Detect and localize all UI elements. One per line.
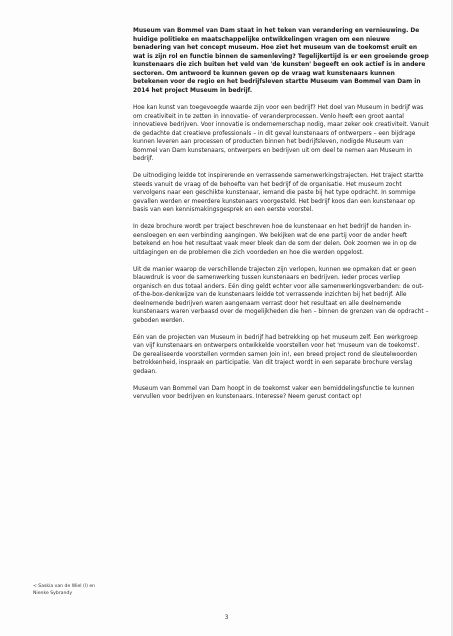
- caption-line-1: < Saskia van de Wiel (l) en: [33, 584, 96, 589]
- body-paragraph-5: Eén van de projecten van Museum in bedrijf had betrekking op het museum zelf. Een werkgroep van vijf kunstenaars en ontwerpers ontwikkelde voorstellen voor het 'museum van de toekomst'. De gerealiseerde voorstellen vormden samen Join in!, een breed project rond de sleutelwoorden betrokkenheid, inspraak en participatie. Van dit traject wordt in een separate brochure verslag gedaan.: [133, 334, 420, 375]
- body-paragraph-4: Uit de manier waarop de verschillende trajecten zijn verlopen, kunnen we opmaken dat er geen blauwdruk is voor de samenwerking tussen kunstenaars en bedrijven. Ieder proces verliep organisch en dus totaal anders. Eén ding geldt echter voor alle samenwerkingsverbanden: de out-of-the-box-denkwijze van de kunstenaars leidde tot verrassende inzichten bij het bedrijf. Alle deelnemende bedrijven waren aangenaam verrast door het resultaat en alle deelnemende kunstenaars waren verbaasd over de mogelijkheden die hen – binnen de grenzen van de opdracht – geboden werden.: [133, 266, 429, 324]
- caption-line-2: Nienke Sybrandy: [33, 591, 73, 597]
- article-body: [133, 27, 429, 410]
- body-paragraph-3: In deze brochure wordt per traject beschreven hoe de kunstenaar en het bedrijf de handen in-eensloegen en een verbinding aangingen. We bekijken wat de ene partij voor de ander heeft betekend en hoe het resultaat vaak meer bleek dan de som der delen. Ook zoomen we in op de uitdagingen en de problemen die zich voordeden en hoe die werden opgelost.: [133, 224, 417, 256]
- body-paragraph-1: Hoe kan kunst van toegevoegde waarde zijn voor een bedrijf? Het doel van Museum in bedrijf was om creativiteit in te zetten in innovatie- of veranderprocessen. Venlo heeft een groot aantal innovatieve bedrijven. Voor innovatie is ondernemerschap nodig, maar zeker ook creativiteit. Vanuit de gedachte dat creatieve professionals – in dit geval kunstenaars of ontwerpers – een bijdrage kunnen leveren aan processen of producten binnen het bedrijfsleven, nodigde Museum van Bommel van Dam kunstenaars, ontwerpers en bedrijven uit om deel te nemen aan Museum in bedrijf.: [133, 105, 429, 162]
- body-paragraph-2: De uitnodiging leidde tot inspirerende en verrassende samenwerkingstrajecten. Het traject startte steeds vanuit de vraag of de behoefte van het bedrijf of de organisatie. Het museum zocht vervolgens naar een geschikte kunstenaar, iemand die paste bij het type opdracht. In sommige gevallen werden er meerdere kunstenaars voorgesteld. Het bedrijf koos dan een kunstenaar op basis van een kennismakingsgesprek en een eerste voorstel.: [133, 173, 424, 213]
- photo-caption: [33, 583, 123, 598]
- body-paragraph-6: Museum van Bommel van Dam hoopt in de toekomst vaker een bemiddelingsfunctie te kunnen vervullen voor bedrijven en kunstenaars. Interesse? Neem gerust contact op!: [133, 385, 415, 400]
- intro-paragraph: Museum van Bommel van Dam staat in het teken van verandering en vernieuwing. De huidige politieke en maatschappelijke ontwikkelingen vragen om een nieuwe benadering van het concept museum. Hoe ziet het museum van de toekomst eruit en wat is zijn rol en functie binnen de samenleving? Tegelijkertijd is er een groeiende groep kunstenaars die zich buiten het veld van 'de kunsten' begeeft en ook actief is in andere sectoren. Om antwoord te kunnen geven op de vraag wat kunstenaars kunnen betekenen voor de regio en het bedrijfsleven startte Museum van Bommel van Dam in 2014 het project Museum in bedrijf.: [133, 28, 429, 94]
- page-number: 3: [224, 614, 229, 621]
